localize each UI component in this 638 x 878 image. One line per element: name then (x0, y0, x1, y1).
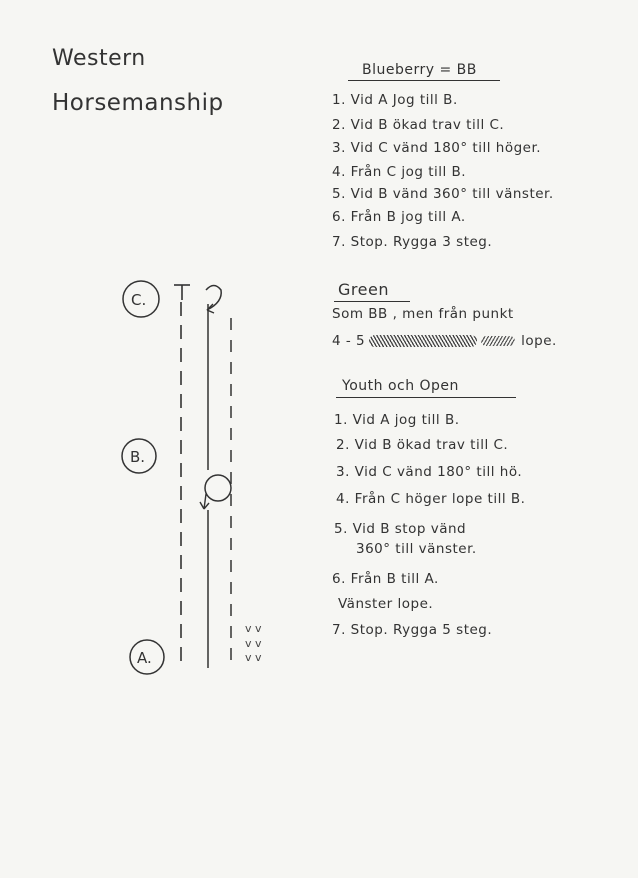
point-c-label: C. (131, 291, 147, 309)
blueberry-underline (348, 80, 500, 81)
youth-open-step: 7. Stop. Rygga 5 steg. (332, 622, 493, 638)
green-line-2-suffix: lope. (521, 333, 557, 349)
green-underline (334, 301, 410, 302)
youth-open-step-continued: Vänster lope. (338, 596, 434, 612)
youth-open-step: 4. Från C höger lope till B. (336, 491, 526, 507)
blueberry-step: 6. Från B jog till A. (332, 209, 466, 225)
youth-open-underline (336, 397, 516, 398)
title-line-2: Horsemanship (52, 90, 224, 116)
point-a-label: A. (137, 649, 152, 667)
v-mark: v v (245, 637, 262, 650)
point-b-label: B. (130, 448, 146, 466)
crossed-out-scribble (481, 336, 515, 346)
youth-open-step: 3. Vid C vänd 180° till hö. (336, 464, 523, 480)
youth-open-step: 6. Från B till A. (332, 571, 439, 587)
blueberry-heading: Blueberry = BB (362, 62, 477, 78)
crossed-out-scribble (369, 335, 477, 347)
v-mark: v v (245, 651, 262, 664)
turn-360-circle (205, 475, 231, 501)
blueberry-step: 2. Vid B ökad trav till C. (332, 117, 505, 133)
youth-open-step: 1. Vid A jog till B. (334, 412, 460, 428)
green-heading: Green (338, 280, 389, 299)
blueberry-step: 5. Vid B vänd 360° till vänster. (332, 186, 554, 202)
green-line-1: Som BB , men från punkt (332, 306, 514, 322)
youth-open-step: 2. Vid B ökad trav till C. (336, 437, 509, 453)
blueberry-step: 4. Från C jog till B. (332, 164, 467, 180)
v-mark: v v (245, 622, 262, 635)
youth-open-step: 5. Vid B stop vänd (334, 521, 467, 537)
youth-open-step-continued: 360° till vänster. (356, 541, 477, 557)
blueberry-step: 1. Vid A Jog till B. (332, 92, 458, 108)
blueberry-step: 3. Vid C vänd 180° till höger. (332, 140, 542, 156)
green-line-2-prefix: 4 - 5 (332, 333, 366, 349)
title-line-1: Western (52, 46, 146, 71)
blueberry-step: 7. Stop. Rygga 3 steg. (332, 234, 493, 250)
green-line-2 (332, 333, 557, 349)
youth-open-heading: Youth och Open (342, 378, 459, 394)
